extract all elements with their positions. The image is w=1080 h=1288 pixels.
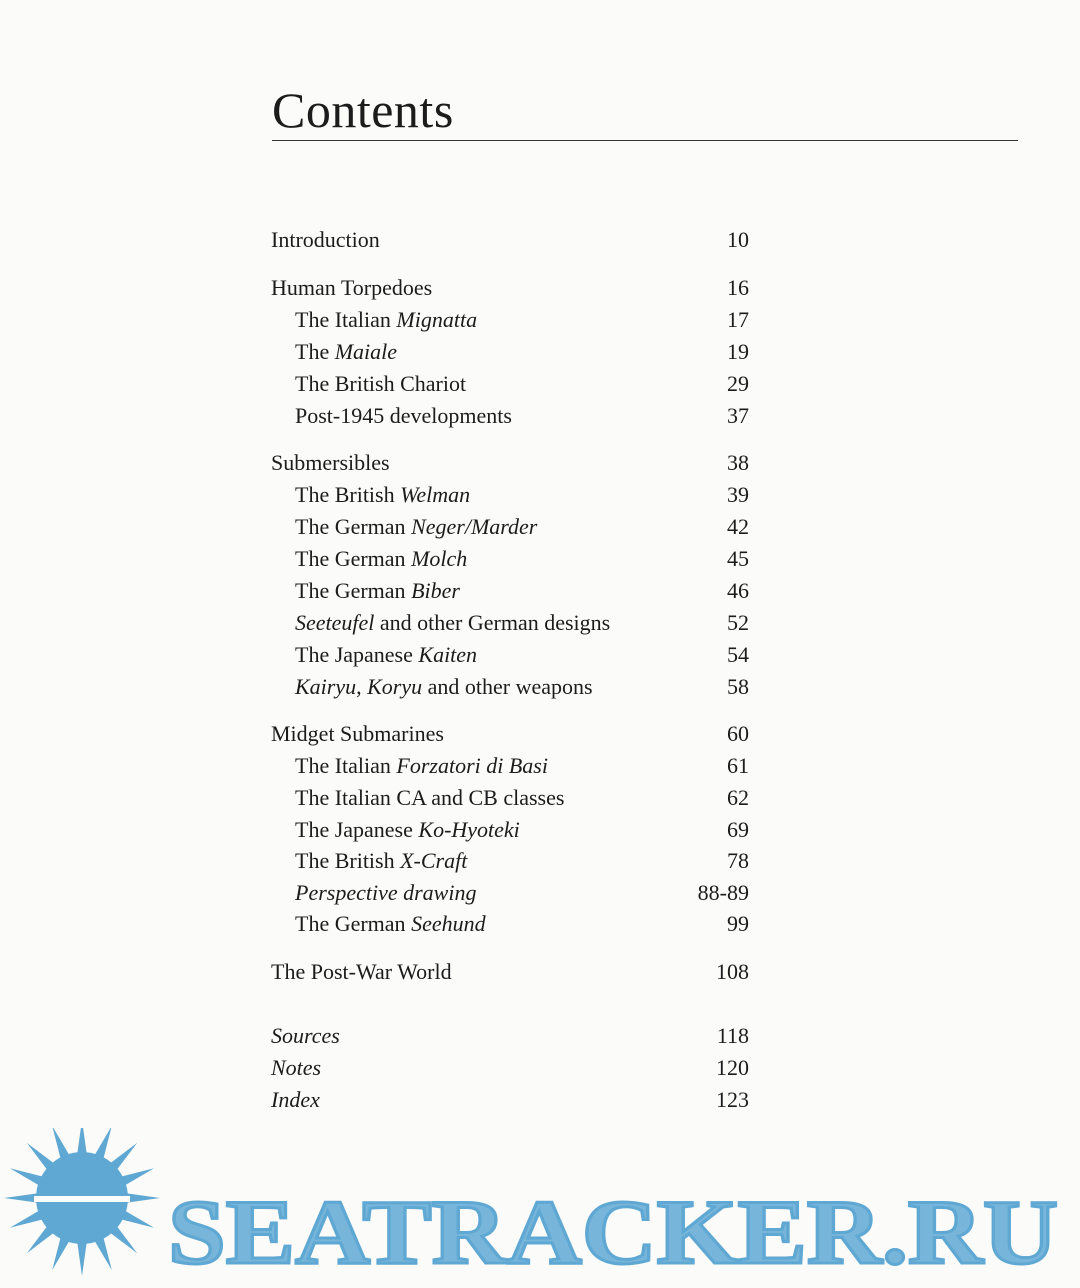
toc-entry-title-part: Human Torpedoes [271, 275, 433, 300]
toc-entry-title-part: Mignatta [396, 307, 478, 332]
toc-entry[interactable] [0, 273, 1080, 303]
toc-page-number: 62 [727, 785, 749, 810]
toc-entry-title-part: Welman [400, 482, 471, 507]
toc-entry-title-part: Seeteufel [295, 610, 375, 635]
toc-entry-title-part: X-Craft [400, 848, 468, 873]
toc-entry-title [295, 512, 537, 542]
toc-entry[interactable] [0, 337, 1080, 367]
toc-entry-title [295, 480, 470, 510]
toc-entry-title-part: , [356, 674, 368, 699]
toc-entry-title-part: Midget Submarines [271, 721, 444, 746]
toc-page-number: 17 [727, 307, 749, 332]
toc-entry-title-part: The German [295, 514, 412, 539]
toc-page-number: 46 [727, 578, 749, 603]
toc-entry-title [295, 672, 593, 702]
toc-page-number: 69 [727, 817, 749, 842]
toc-page-number: 39 [727, 482, 749, 507]
toc-page-number: 38 [727, 450, 749, 475]
toc-entry[interactable] [0, 878, 1080, 908]
sun-logo-icon [4, 1128, 160, 1276]
toc-entry-title [295, 544, 467, 574]
toc-entry[interactable] [0, 640, 1080, 670]
toc-entry-title-part: The German [295, 546, 412, 571]
toc-entry-title [271, 1021, 340, 1051]
toc-entry-title-part: The German [295, 911, 412, 936]
toc-entry-title-part: Neger/Marder [411, 514, 538, 539]
toc-entry-title-part: The British Chariot [295, 371, 467, 396]
toc-entry-title-part: The [295, 339, 335, 364]
toc-page-number: 10 [727, 227, 749, 252]
toc-page-number: 29 [727, 371, 749, 396]
toc-entry-title [271, 273, 432, 303]
toc-entry-title-part: Perspective drawing [295, 880, 477, 905]
toc-entry-title [295, 909, 486, 939]
toc-page-number: 108 [716, 959, 749, 984]
toc-entry-title-part: The Italian [295, 307, 397, 332]
toc-entry[interactable] [0, 957, 1080, 987]
toc-page-number: 61 [727, 753, 749, 778]
toc-entry-title [295, 369, 466, 399]
toc-entry-title-part: The Japanese [295, 642, 419, 667]
toc-entry[interactable] [0, 783, 1080, 813]
toc-entry[interactable] [0, 544, 1080, 574]
toc-entry-title [271, 448, 390, 478]
toc-entry-title-part: Maiale [334, 339, 398, 364]
watermark-text: SEATRACKER.RU [168, 1181, 1058, 1283]
toc-entry[interactable] [0, 369, 1080, 399]
toc-entry-title [271, 225, 380, 255]
toc-entry-title-part: Post-1945 developments [295, 403, 512, 428]
toc-entry-title [271, 719, 444, 749]
toc-entry[interactable] [0, 608, 1080, 638]
toc-entry-title-part: and other weapons [422, 674, 593, 699]
toc-entry-title-part: Koryu [367, 674, 423, 699]
toc-entry-title-part: The Japanese [295, 817, 419, 842]
toc-entry-title-part: The British [295, 848, 401, 873]
toc-page-number: 58 [727, 674, 749, 699]
toc-entry[interactable] [0, 225, 1080, 255]
toc-entry-title-part: The Post-War World [271, 959, 452, 984]
toc-entry-title [295, 576, 460, 606]
toc-entry-title [295, 815, 520, 845]
toc-entry[interactable] [0, 512, 1080, 542]
toc-entry-title [271, 1053, 321, 1083]
toc-entry[interactable] [0, 909, 1080, 939]
toc-entry-title [295, 305, 477, 335]
toc-entry-title [295, 751, 548, 781]
toc-page-number: 123 [716, 1087, 749, 1112]
toc-entry-title-part: Forzatori di Basi [396, 753, 548, 778]
toc-entry-title [295, 337, 397, 367]
toc-entry[interactable] [0, 305, 1080, 335]
toc-entry[interactable] [0, 1053, 1080, 1083]
toc-entry[interactable] [0, 401, 1080, 431]
toc-entry-title-part: Kairyu [295, 674, 357, 699]
toc-entry-title-part: The German [295, 578, 412, 603]
toc-entry-title [295, 783, 564, 813]
toc-page-number: 60 [727, 721, 749, 746]
toc-page-number: 37 [727, 403, 749, 428]
toc-page-number: 120 [716, 1055, 749, 1080]
toc-entry-title-part: Biber [411, 578, 460, 603]
toc-page-number: 16 [727, 275, 749, 300]
toc-entry-title [295, 608, 610, 638]
toc-entry-title-part: The Italian [295, 753, 397, 778]
toc-entry[interactable] [0, 1085, 1080, 1115]
toc-entry-title [271, 1085, 320, 1115]
toc-entry[interactable] [0, 576, 1080, 606]
toc-entry-title-part: Notes [271, 1055, 322, 1080]
toc-entry[interactable] [0, 448, 1080, 478]
toc-entry-title-part: and other German designs [374, 610, 611, 635]
toc-entry-title-part: Sources [271, 1023, 340, 1048]
toc-entry[interactable] [0, 1021, 1080, 1051]
toc-entry-title-part: Molch [411, 546, 468, 571]
toc-entry-title [295, 640, 477, 670]
toc-entry-title-part: Index [271, 1087, 320, 1112]
toc-entry-title-part: The Italian CA and CB classes [295, 785, 565, 810]
toc-entry[interactable] [0, 815, 1080, 845]
toc-entry[interactable] [0, 672, 1080, 702]
toc-page-number: 19 [727, 339, 749, 364]
toc-entry-title [271, 957, 452, 987]
toc-page-number: 45 [727, 546, 749, 571]
toc-entry-title [295, 878, 476, 908]
watermark [0, 1128, 1080, 1288]
toc-page-number: 42 [727, 514, 749, 539]
toc-entry[interactable] [0, 719, 1080, 749]
toc-page-number: 54 [727, 642, 749, 667]
toc-entry[interactable] [0, 751, 1080, 781]
toc-page-number: 118 [716, 1023, 749, 1048]
toc-entry-title-part: Seehund [411, 911, 486, 936]
toc-entry-title [295, 846, 467, 876]
toc-page-number: 78 [727, 848, 749, 873]
title-divider [272, 140, 1018, 141]
toc-page-number: 88-89 [697, 880, 749, 905]
toc-page-number: 52 [727, 610, 749, 635]
toc-page-number: 99 [727, 911, 749, 936]
toc-entry-title [295, 401, 512, 431]
toc-entry[interactable] [0, 480, 1080, 510]
toc-entry-title-part: Introduction [271, 227, 380, 252]
sun-horizon [34, 1196, 130, 1202]
toc-entry-title-part: Ko-Hyoteki [418, 817, 520, 842]
toc-entry-title-part: The British [295, 482, 401, 507]
toc-entry[interactable] [0, 846, 1080, 876]
toc-entry-title-part: Kaiten [418, 642, 478, 667]
page-title: Contents [272, 82, 454, 138]
toc-entry-title-part: Submersibles [271, 450, 390, 475]
